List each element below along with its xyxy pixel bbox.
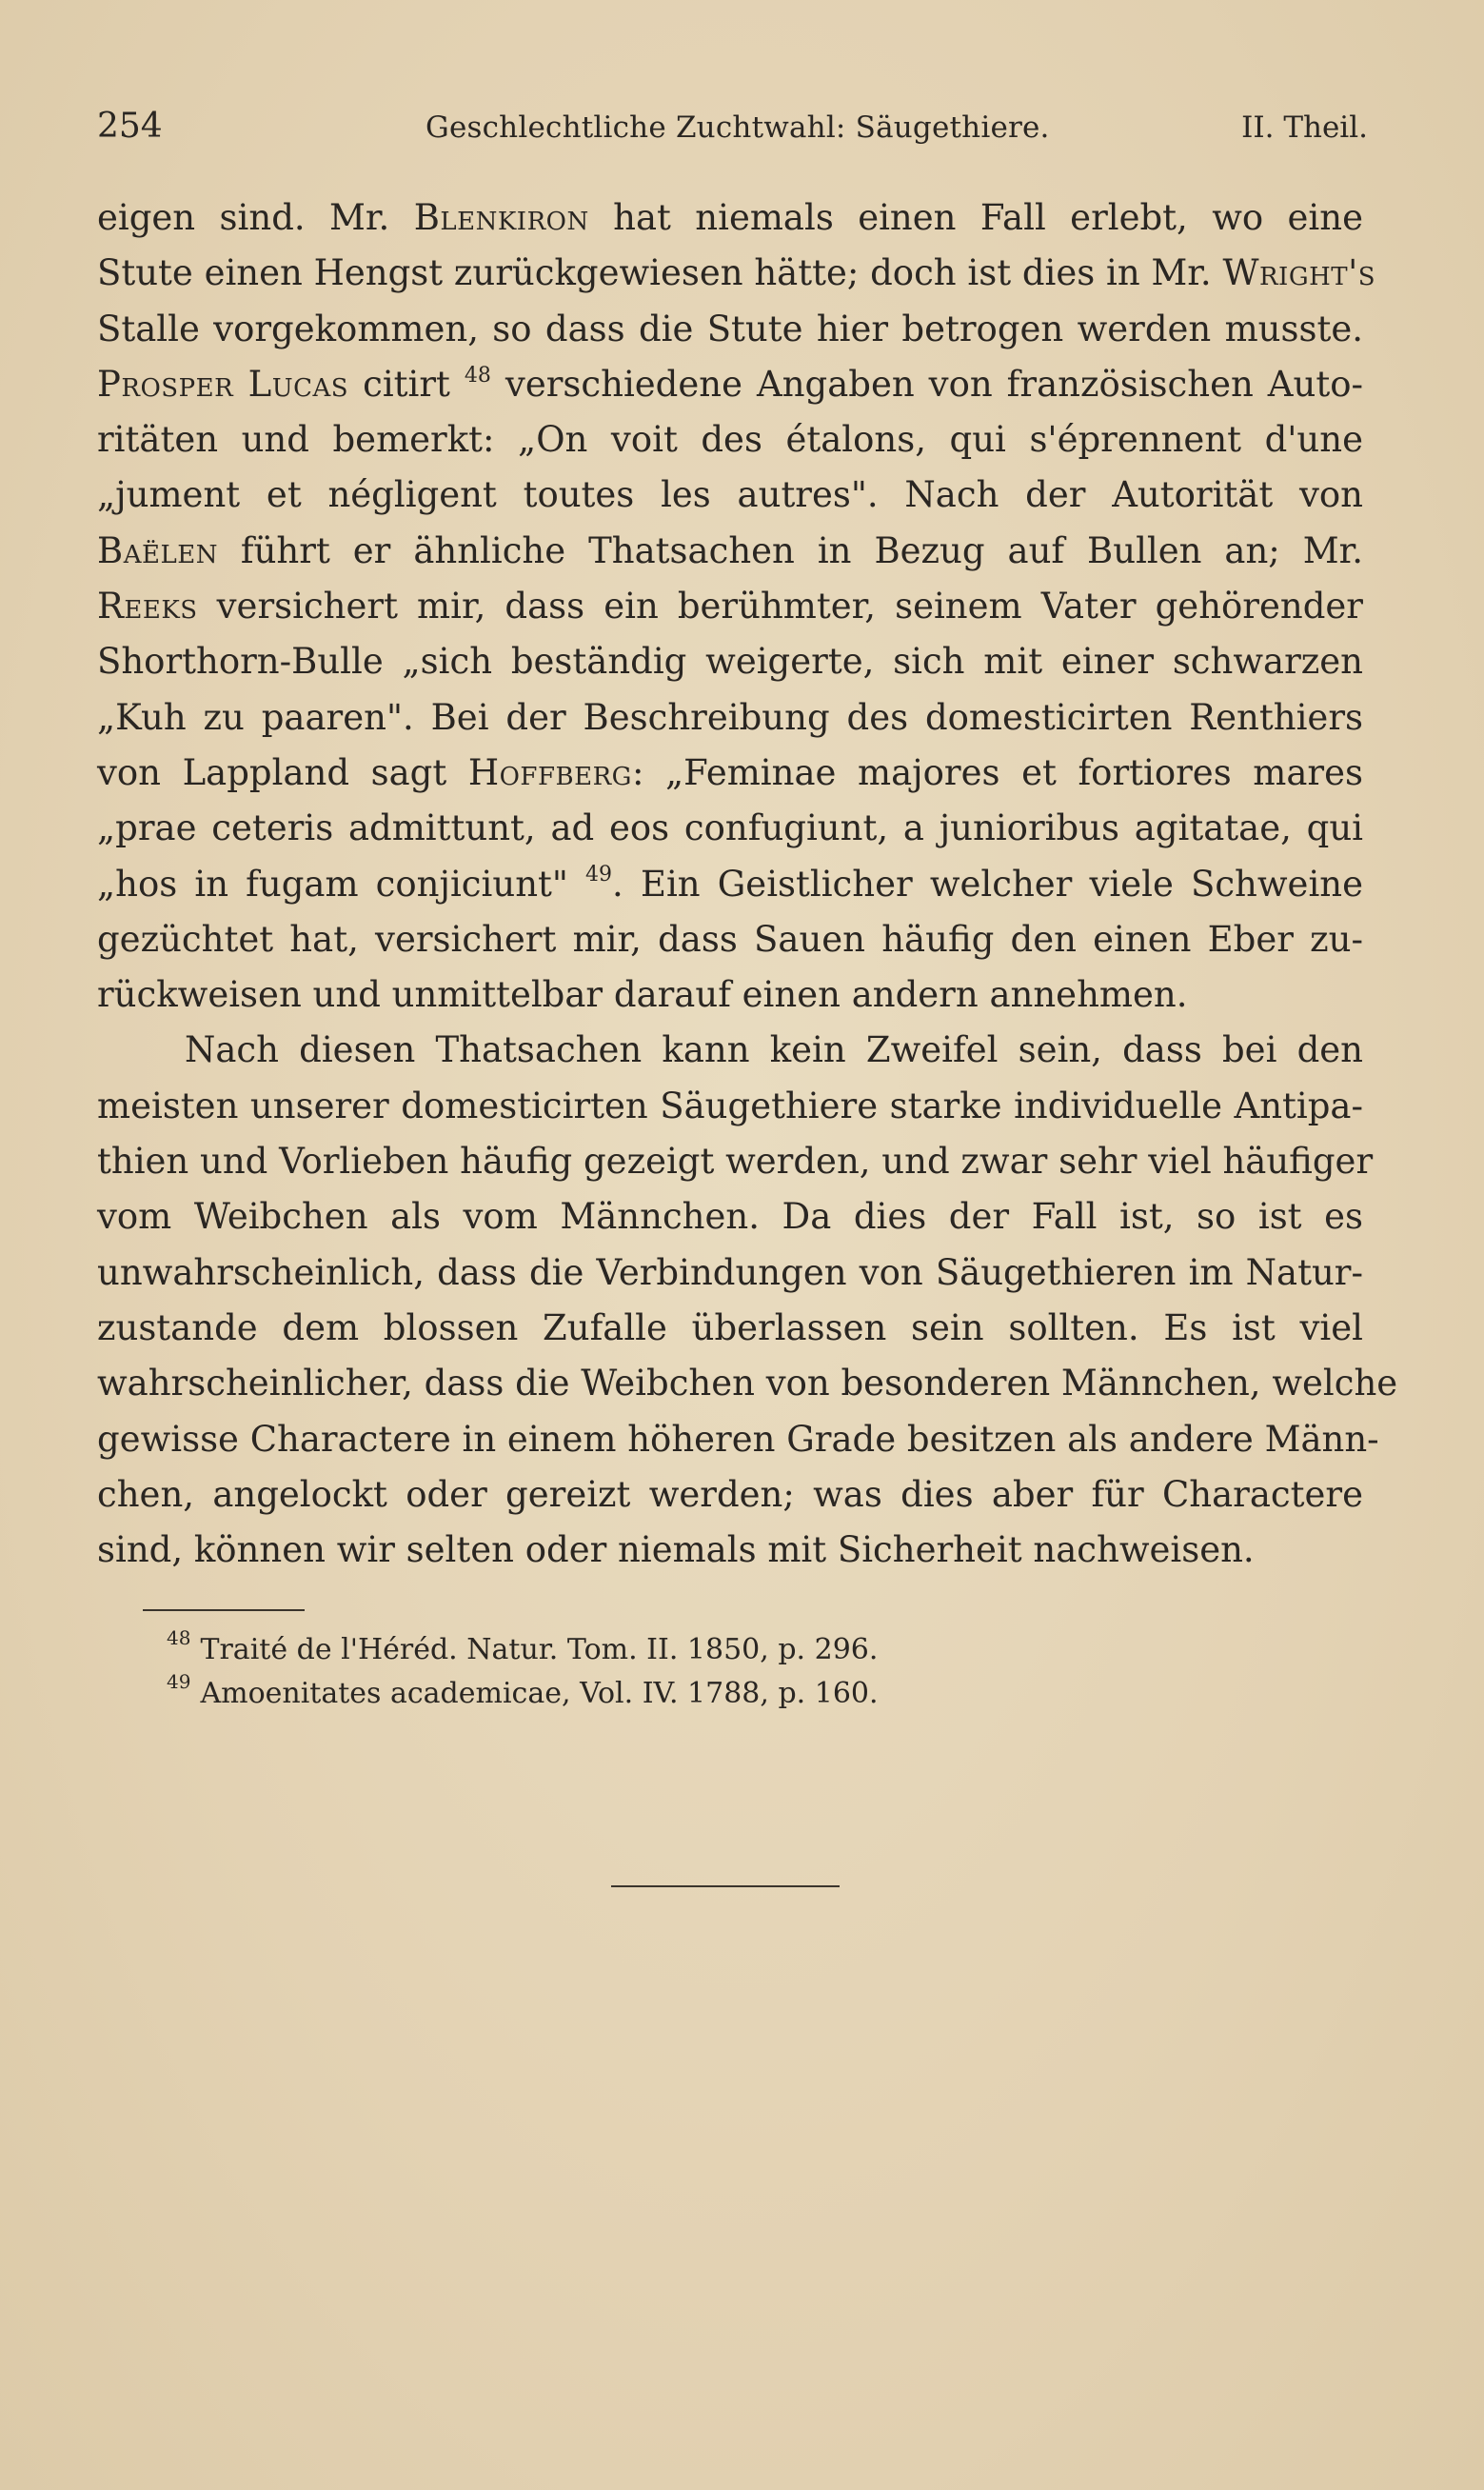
footnote-text: Traité de l'Héréd. Natur. Tom. II. 1850, p. 296. — [200, 1633, 879, 1666]
body-text — [97, 190, 1398, 1578]
footnote-text: Amoenitates academicae, Vol. IV. 1788, p. 160. — [200, 1677, 879, 1710]
text-line: rückweisen und unmittelbar darauf einen andern annehmen. — [97, 974, 1188, 1016]
text-line: „jument et négligent toutes les autres". Nach der Autorität von — [97, 474, 1363, 516]
text-line: Prosper Lucas citirt $^{48}$ verschiedene Angaben von französischen Auto- — [97, 363, 1363, 405]
text-line: sind, können wir selten oder niemals mit Sicherheit nachweisen. — [97, 1529, 1255, 1571]
text-line: unwahrscheinlich, dass die Verbindungen von Säugethieren im Natur- — [97, 1251, 1363, 1293]
text-line: vom Weibchen als vom Männchen. Da dies der Fall ist, so ist es — [97, 1196, 1363, 1238]
text-line: „prae ceteris admittunt, ad eos confugiunt, a junioribus agitatae, qui — [97, 807, 1363, 849]
text-line: Shorthorn-Bulle „sich beständig weigerte, sich mit einer schwarzen — [97, 641, 1363, 683]
part-label: II. Theil. — [1241, 110, 1368, 145]
footnote — [167, 1672, 1214, 1716]
text-line: von Lappland sagt Hoffberg: „Feminae majores et fortiores mares — [97, 751, 1363, 793]
footnote-ref: 49 — [585, 863, 613, 887]
text-line: gezüchtet hat, versichert mir, dass Sauen häufig den einen Eber zu- — [97, 918, 1363, 960]
text-line: eigen sind. Mr. Blenkiron hat niemals einen Fall erlebt, wo eine — [97, 197, 1363, 238]
footnote-ref: 48 — [464, 363, 491, 388]
text-line: thien und Vorlieben häufig gezeigt werden, und zwar sehr viel häufiger — [97, 1141, 1374, 1183]
text-line: Baëlen führt er ähnliche Thatsachen in Bezug auf Bullen an; Mr. — [97, 529, 1363, 571]
text-line: Reeks versichert mir, dass ein berühmter, seinem Vater gehörender — [97, 586, 1363, 627]
footnote-divider — [143, 1609, 305, 1611]
author-name: Baëlen — [97, 529, 218, 571]
author-name: Prosper Lucas — [97, 363, 349, 405]
text-line: Stalle vorgekommen, so dass die Stute hier betrogen werden musste. — [97, 308, 1363, 349]
page-number: 254 — [97, 107, 163, 146]
text-line: Nach diesen Thatsachen kann kein Zweifel sein, dass bei den — [185, 1029, 1363, 1071]
text-line: ritäten und bemerkt: „On voit des étalons, qui s'éprennent d'une — [97, 419, 1363, 461]
text-line: chen, angelockt oder gereizt werden; was dies aber für Charactere — [97, 1473, 1363, 1515]
author-name: Reeks — [97, 586, 198, 627]
text-line: „Kuh zu paaren". Bei der Beschreibung des domesticirten Renthiers — [97, 696, 1363, 738]
author-name: Blenkiron — [413, 197, 589, 238]
running-title: Geschlechtliche Zuchtwahl: Säugethiere. — [425, 110, 1050, 145]
footnote-mark: 48 — [167, 1626, 191, 1649]
text-line: meisten unserer domesticirten Säugethiere starke individuelle Antipa- — [97, 1085, 1363, 1126]
section-end-rule — [611, 1885, 840, 1887]
text-line: „hos in fugam conjiciunt" $^{49}$. Ein Geistlicher welcher viele Schweine — [97, 863, 1364, 905]
footnote — [167, 1628, 1214, 1672]
author-name: Hoffberg — [467, 751, 632, 793]
text-line: wahrscheinlicher, dass die Weibchen von besonderen Männchen, welche — [97, 1363, 1398, 1404]
text-line: zustande dem blossen Zufalle überlassen sein sollten. Es ist viel — [97, 1306, 1363, 1348]
author-name: Wright's — [1222, 252, 1376, 294]
text-line: gewisse Charactere in einem höheren Grade besitzen als andere Männ- — [97, 1418, 1379, 1460]
text-line: Stute einen Hengst zurückgewiesen hätte; doch ist dies in Mr. Wright's — [97, 252, 1376, 294]
footnotes — [167, 1628, 1214, 1716]
page-header — [97, 107, 1368, 154]
footnote-mark: 49 — [167, 1670, 191, 1693]
